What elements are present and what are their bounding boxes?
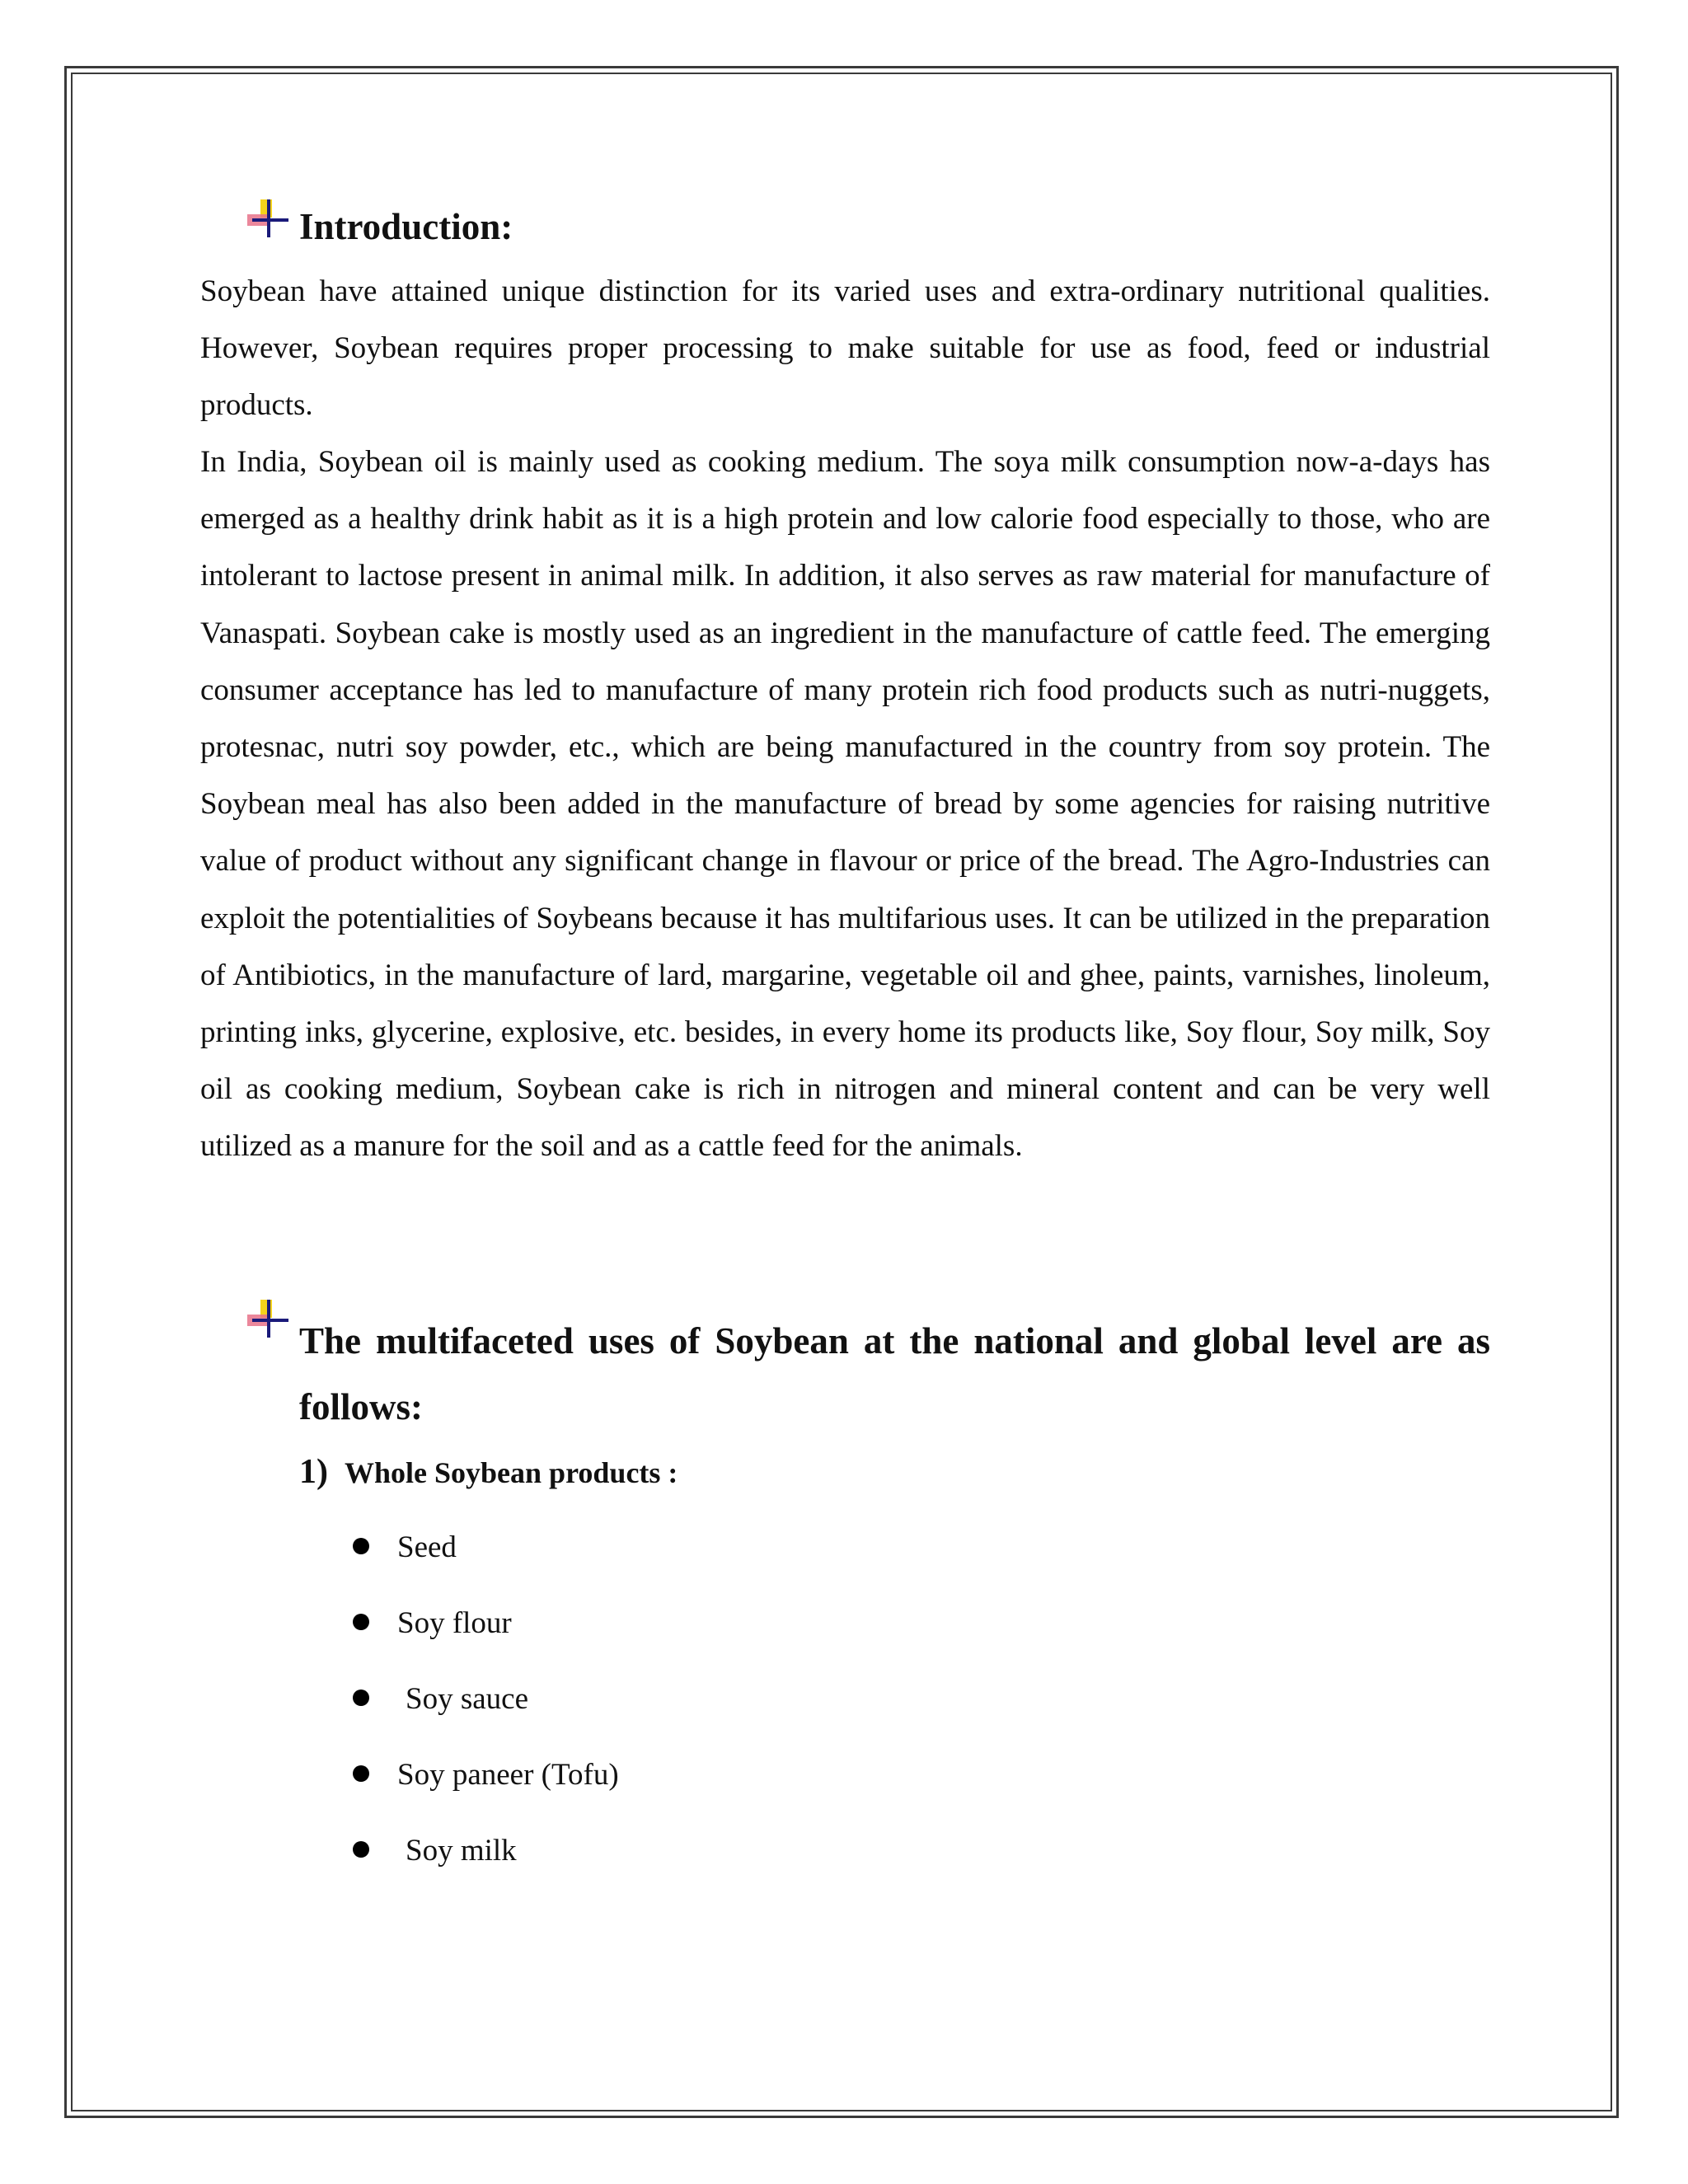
cross-bullet-icon [246,198,293,241]
bullet-dot-icon [353,1841,369,1858]
intro-paragraph-1: Soybean have attained unique distinction for its varied uses and extra-ordinary nutritional qualities. However, Soybean requires proper processing to make suitable for use as food, feed or industrial products. [200,274,1490,423]
cross-bullet-icon [246,1298,293,1341]
list-item-text: Seed [397,1530,457,1564]
section-1-heading [299,1449,678,1496]
bullet-dot-icon [353,1614,369,1630]
bullet-dot-icon [353,1690,369,1706]
bullet-dot-icon [353,1765,369,1782]
section-1-title: Whole Soybean products : [345,1456,678,1489]
bullet-dot-icon [353,1538,369,1554]
introduction-heading: Introduction: [299,206,513,247]
section-1-number: 1) [299,1453,328,1491]
list-item-text: Soy flour [397,1606,512,1640]
list-item-text: Soy paneer (Tofu) [397,1758,619,1792]
uses-heading: The multifaceted uses of Soybean at the national and global level are as follows: [299,1320,1490,1427]
list-item-text: Soy sauce [406,1682,528,1716]
intro-paragraph-2: In India, Soybean oil is mainly used as cooking medium. The soya milk consumption now-a-days has emerged as a healthy drink habit as it is a high protein and low calorie food especially to those, who are intolerant to lactose present in animal milk. In addition, it also serves as raw material for manufacture of Vanaspati. Soybean cake is mostly used as an ingredient in the manufacture of cattle feed. The emerging consumer acceptance has led to manufacture of many protein rich food products such as nutri-nuggets, protesnac, nutri soy powder, etc., which are being manufactured in the country from soy protein. The Soybean meal has also been added in the manufacture of bread by some agencies for raising nutritive value of product without any significant change in flavour or price of the bread. The Agro-Industries can exploit the potentialities of Soybeans because it has multifarious uses. It can be utilized in the preparation of Antibiotics, in the manufacture of lard, margarine, vegetable oil and ghee, paints, varnishes, linoleum, printing inks, glycerine, explosive, etc. besides, in every home its products like, Soy flour, Soy milk, Soy oil as cooking medium, Soybean cake is rich in nitrogen and mineral content and can be very well utilized as a manure for the soil and as a cattle feed for the animals. [200,445,1490,1164]
list-item-text: Soy milk [406,1834,517,1868]
